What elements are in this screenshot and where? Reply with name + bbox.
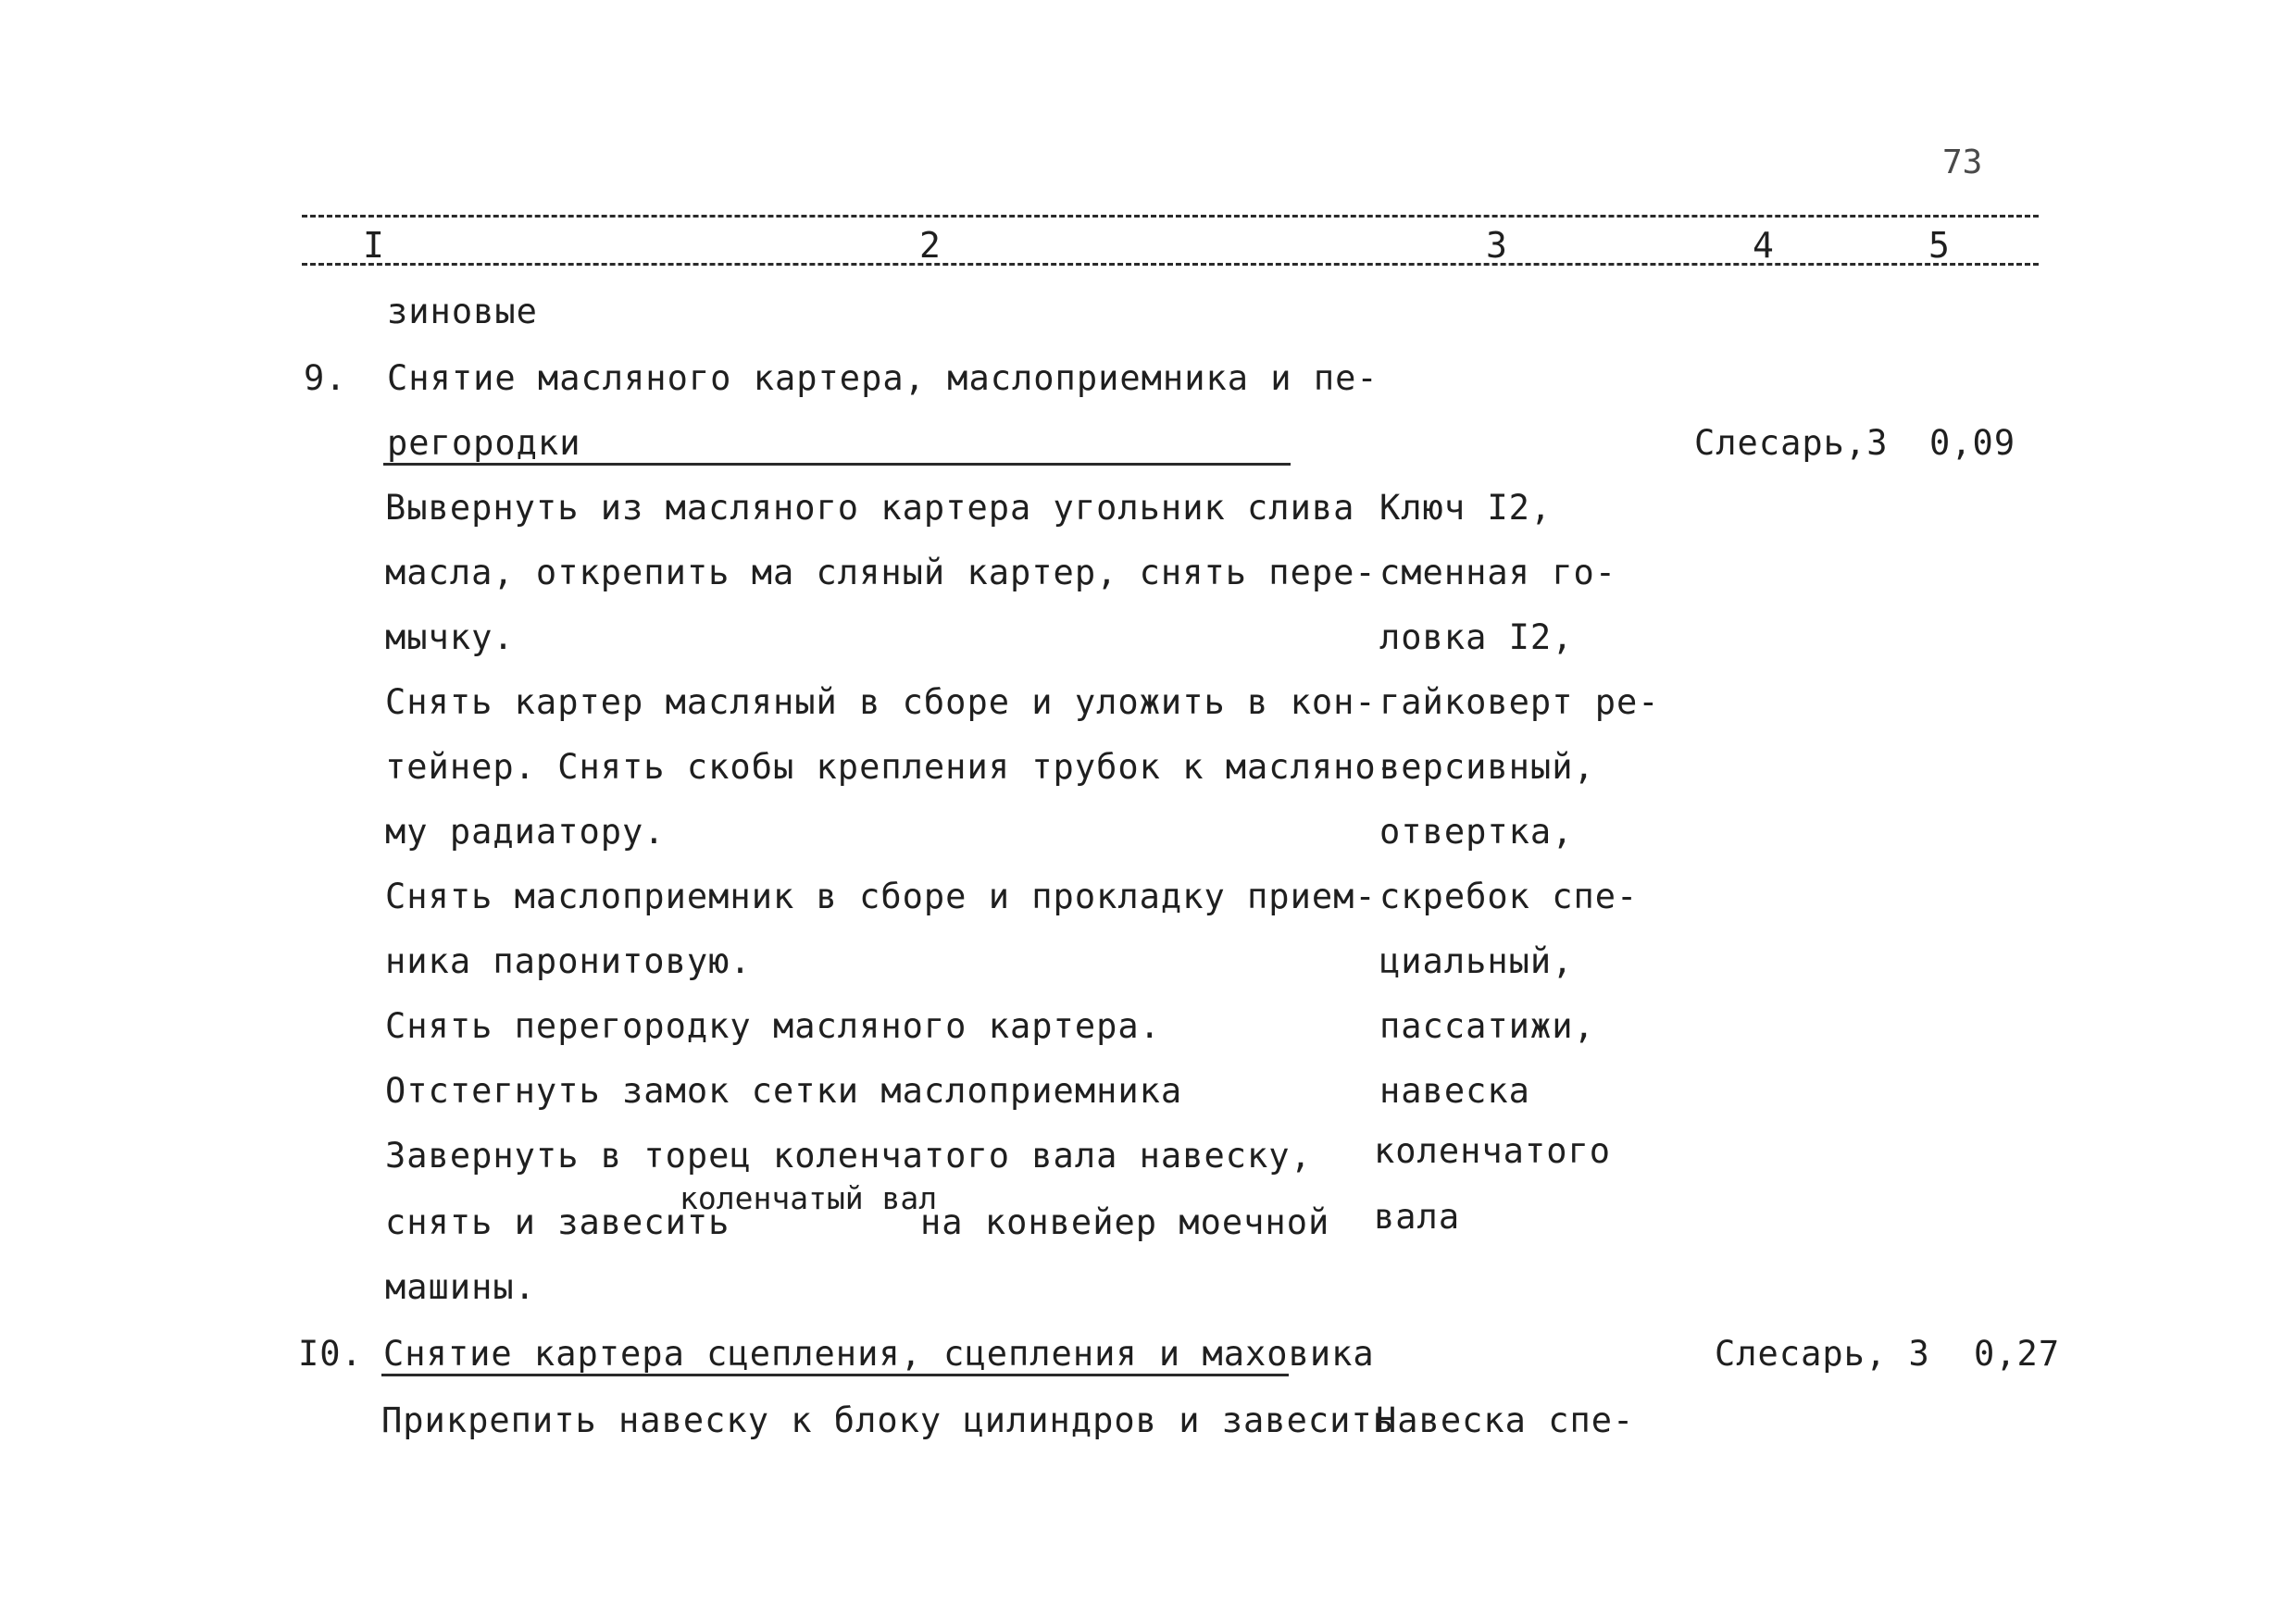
op9-tool-4: гайковерт ре-	[1379, 682, 1660, 722]
column-header-2: 2	[919, 225, 941, 266]
op9-worker: Слесарь,3	[1694, 423, 1889, 463]
op9-tool-2: сменная го-	[1379, 553, 1617, 592]
op9-number: 9.	[304, 358, 347, 398]
op9-tool-12: вала	[1374, 1197, 1461, 1237]
op9-line-2: масла, открепить ма сляный картер, снять пере-	[385, 553, 1377, 592]
op9-title-line1: Снятие масляного картера, маслоприемника и пе-	[387, 358, 1379, 398]
header-top-rule	[302, 215, 2039, 218]
column-header-1: I	[363, 225, 384, 266]
op9-title-underline	[383, 463, 1291, 466]
column-header-5: 5	[1928, 225, 1950, 266]
op9-line-12-insert: коленчатый вал	[680, 1180, 938, 1216]
op10-tool-1: Навеска спе-	[1376, 1400, 1635, 1440]
op9-line-1: Вывернуть из масляного картера угольник слива	[385, 488, 1355, 528]
column-header-4: 4	[1753, 225, 1774, 266]
op9-line-7: Снять маслоприемник в сборе и прокладку прием-	[385, 877, 1377, 916]
op9-line-13: машины.	[385, 1267, 536, 1307]
column-header-3: 3	[1486, 225, 1507, 266]
op9-tool-11: коленчатого	[1374, 1131, 1612, 1171]
op9-tool-7: скребок спе-	[1379, 877, 1639, 916]
op9-line-3: мычку.	[385, 617, 515, 657]
op9-tool-6: отвертка,	[1379, 812, 1574, 852]
op9-line-10: Отстегнуть замок сетки маслоприемника	[385, 1071, 1183, 1111]
op10-line-1: Прикрепить навеску к блоку цилиндров и завесить	[381, 1400, 1394, 1440]
op9-line-11: Завернуть в торец коленчатого вала навеску,	[385, 1136, 1312, 1176]
op9-tool-3: ловка I2,	[1379, 617, 1574, 657]
op9-line-5: тейнер. Снять скобы крепления трубок к масляно-	[385, 747, 1398, 787]
continuation-text: зиновые	[387, 292, 538, 331]
op10-title: Снятие картера сцепления, сцепления и маховика	[383, 1334, 1375, 1374]
op9-tool-10: навеска	[1379, 1071, 1530, 1111]
op10-worker: Слесарь, 3	[1715, 1334, 1930, 1374]
op9-line-8: ника паронитовую.	[385, 941, 752, 981]
op9-line-9: Снять перегородку масляного картера.	[385, 1006, 1161, 1046]
op9-title-line2: регородки	[387, 423, 581, 463]
op9-tool-5: версивный,	[1379, 747, 1595, 787]
op10-time: 0,27	[1974, 1334, 2061, 1374]
op9-line-12-end: на конвейер моечной	[920, 1202, 1330, 1242]
page-number: 73	[1942, 143, 1983, 181]
op9-time: 0,09	[1929, 423, 2016, 463]
op9-line-12-start: снять и завесить	[385, 1202, 730, 1242]
op9-line-6: му радиатору.	[385, 812, 666, 852]
header-bottom-rule	[302, 263, 2039, 266]
op9-line-4: Снять картер масляный в сборе и уложить в кон-	[385, 682, 1377, 722]
op10-title-underline	[381, 1374, 1289, 1376]
op9-tool-1: Ключ I2,	[1379, 488, 1553, 528]
op9-tool-9: пассатижи,	[1379, 1006, 1595, 1046]
op9-tool-8: циальный,	[1379, 941, 1574, 981]
op10-number: I0.	[298, 1334, 363, 1374]
